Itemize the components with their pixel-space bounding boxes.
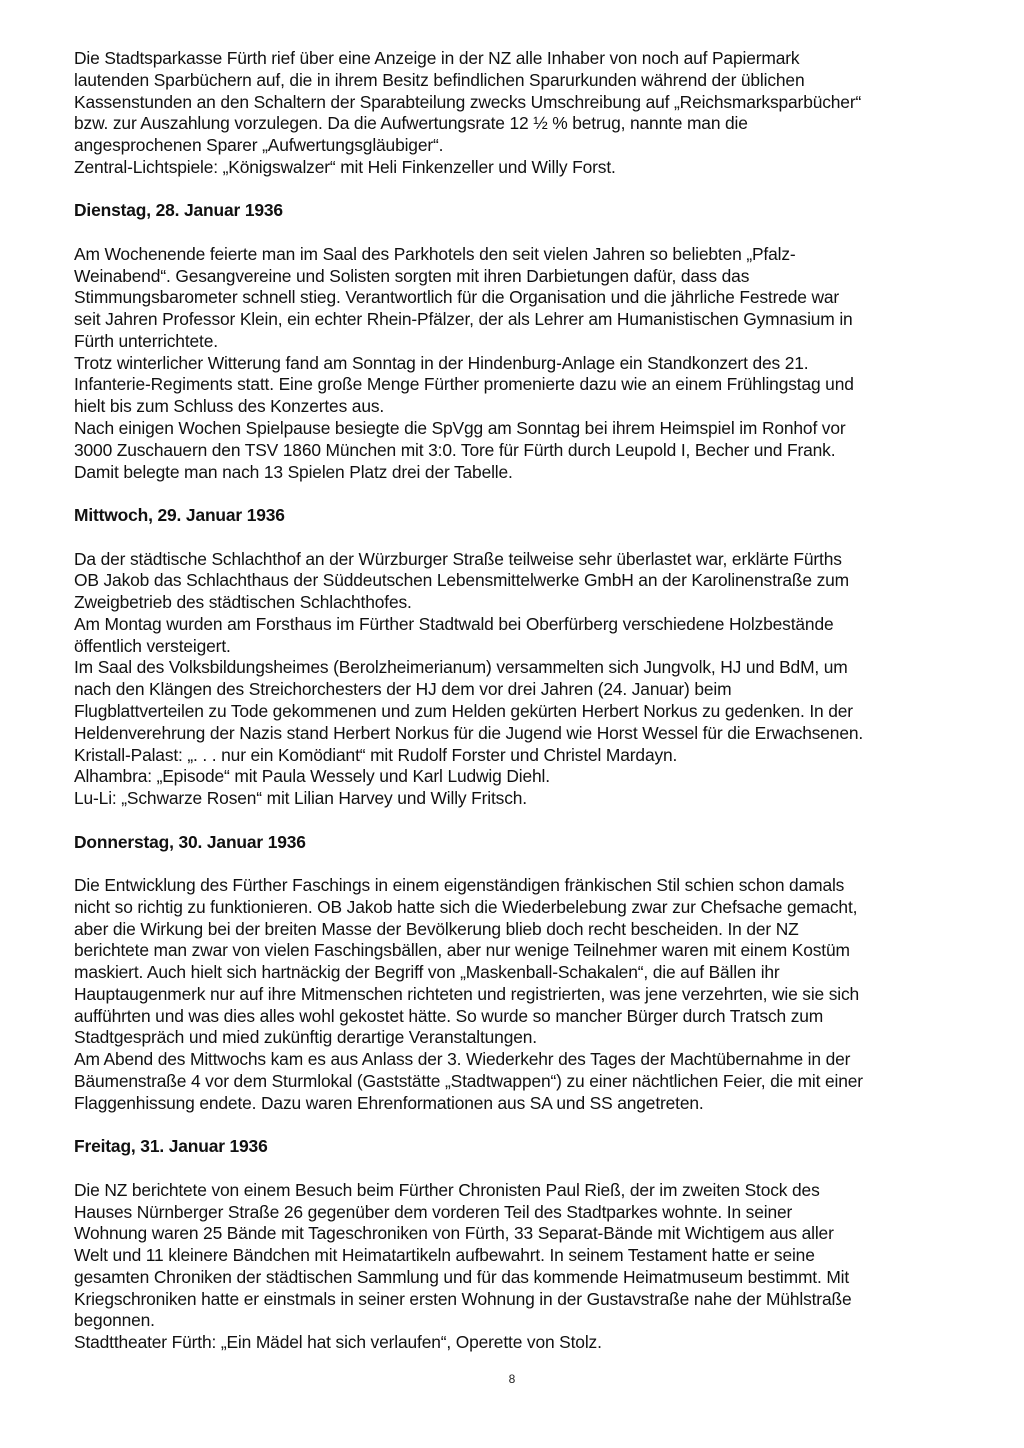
text-line: maskiert. Auch hielt sich hartnäckig der Begriff von „Maskenball-Schakalen“, die auf Bällen ihr [74, 962, 780, 983]
text-line: Stadttheater Fürth: „Ein Mädel hat sich verlaufen“, Operette von Stolz. [74, 1332, 602, 1353]
text-line: Wohnung waren 25 Bände mit Tageschroniken von Fürth, 33 Separat-Bände mit Wichtigem aus aller [74, 1223, 834, 1244]
text-line: Stimmungsbarometer schnell stieg. Verantwortlich für die Organisation und die jährliche Festrede war [74, 287, 840, 308]
text-line: Hauptaugenmerk nur auf ihre Mitmenschen richteten und registrierten, was jene verzehrten, wie sie sich [74, 983, 860, 1004]
spacer [74, 179, 974, 201]
text-line: Zentral-Lichtspiele: „Königswalzer“ mit Heli Finkenzeller und Willy Forst. [74, 156, 616, 177]
text-line: Die Entwicklung des Fürther Faschings in einem eigenständigen fränkischen Stil schien schon damals [74, 875, 845, 896]
text-line: Weinabend“. Gesangvereine und Solisten sorgten mit ihren Darbietungen dafür, dass das [74, 265, 750, 286]
text-line: Mittwoch, 29. Januar 1936 [74, 505, 285, 526]
paragraph [74, 48, 974, 179]
text-line: Freitag, 31. Januar 1936 [74, 1136, 268, 1157]
text-line: Bäumenstraße 4 vor dem Sturmlokal (Gaststätte „Stadtwappen“) zu einer nächtlichen Feier, die mit einer [74, 1070, 863, 1091]
text-line: Hauses Nürnberger Straße 26 gegenüber dem vorderen Teil des Stadtparkes wohnte. In seiner [74, 1201, 793, 1222]
text-line: aber die Wirkung bei der breiten Masse der Bevölkerung blieb doch recht bescheiden. In der NZ [74, 918, 799, 939]
date-heading [74, 832, 974, 854]
date-heading [74, 505, 974, 527]
paragraph [74, 549, 974, 810]
text-line: Flugblattverteilen zu Tode gekommenen und zum Helden gekürten Herbert Norkus zu gedenken. In der [74, 700, 853, 721]
spacer [74, 222, 974, 244]
spacer [74, 1158, 974, 1180]
text-line: aufführten und was dies alles wohl gekostet hätte. So wurde so mancher Bürger durch Tratsch zum [74, 1005, 824, 1026]
text-line: Alhambra: „Episode“ mit Paula Wessely und Karl Ludwig Diehl. [74, 766, 550, 787]
text-line: Dienstag, 28. Januar 1936 [74, 200, 283, 221]
text-line: Da der städtische Schlachthof an der Würzburger Straße teilweise sehr überlastet war, erklärte Fürths [74, 548, 842, 569]
text-line: OB Jakob das Schlachthaus der Süddeutschen Lebensmittelwerke GmbH an der Karolinenstraße zum [74, 570, 849, 591]
date-heading [74, 1136, 974, 1158]
date-heading [74, 200, 974, 222]
paragraph [74, 1180, 974, 1354]
text-line: 3000 Zuschauern den TSV 1860 München mit 3:0. Tore für Fürth durch Leupold I, Becher und Frank. [74, 439, 836, 460]
text-line: Damit belegte man nach 13 Spielen Platz drei der Tabelle. [74, 461, 513, 482]
text-line: Die NZ berichtete von einem Besuch beim Fürther Chronisten Paul Rieß, der im zweiten Stock des [74, 1179, 820, 1200]
text-line: nach den Klängen des Streichorchesters der HJ dem vor drei Jahren (24. Januar) beim [74, 679, 732, 700]
text-line: Kassenstunden an den Schaltern der Sparabteilung zwecks Umschreibung auf „Reichsmarksparbücher“ [74, 91, 862, 112]
text-line: Zweigbetrieb des städtischen Schlachthofes. [74, 592, 412, 613]
page-number: 8 [508, 1372, 516, 1386]
text-line: Kriegschroniken hatte er einstmals in seiner ersten Wohnung in der Gustavstraße nahe der Mühlstraße [74, 1288, 852, 1309]
text-line: gesamten Chroniken der städtischen Sammlung und für das kommende Heimatmuseum bestimmt. Mit [74, 1266, 850, 1287]
text-line: nicht so richtig zu funktionieren. OB Jakob hatte sich die Wiederbelebung zwar zur Chefsache gemacht, [74, 896, 858, 917]
text-line: Donnerstag, 30. Januar 1936 [74, 831, 306, 852]
text-line: Heldenverehrung der Nazis stand Herbert Norkus für die Jugend wie Horst Wessel für die Erwachsenen. [74, 722, 864, 743]
text-line: Infanterie-Regiments statt. Eine große Menge Fürther promenierte dazu wie an einem Frühlingstag und [74, 374, 854, 395]
text-line: seit Jahren Professor Klein, ein echter Rhein-Pfälzer, der als Lehrer am Humanistischen Gymnasium in [74, 309, 853, 330]
text-line: angesprochenen Sparer „Aufwertungsgläubiger“. [74, 135, 444, 156]
text-line: hielt bis zum Schluss des Konzertes aus. [74, 396, 385, 417]
text-line: Am Abend des Mittwochs kam es aus Anlass der 3. Wiederkehr des Tages der Machtübernahme in der [74, 1049, 851, 1070]
text-line: Nach einigen Wochen Spielpause besiegte die SpVgg am Sonntag bei ihrem Heimspiel im Ronhof vor [74, 418, 846, 439]
paragraph [74, 875, 974, 1114]
text-line: Lu-Li: „Schwarze Rosen“ mit Lilian Harvey und Willy Fritsch. [74, 788, 527, 809]
spacer [74, 810, 974, 832]
text-line: öffentlich versteigert. [74, 635, 231, 656]
text-line: Am Montag wurden am Forsthaus im Fürther Stadtwald bei Oberfürberg verschiedene Holzbestände [74, 613, 834, 634]
text-line: Kristall-Palast: „. . . nur ein Komödiant“ mit Rudolf Forster und Christel Mardayn. [74, 744, 678, 765]
spacer [74, 483, 974, 505]
text-line: lautenden Sparbüchern auf, die in ihrem Besitz befindlichen Sparurkunden während der üblichen [74, 69, 805, 90]
text-line: Im Saal des Volksbildungsheimes (Berolzheimerianum) versammelten sich Jungvolk, HJ und BdM, um [74, 657, 848, 678]
text-line: bzw. zur Auszahlung vorzulegen. Da die Aufwertungsrate 12 ½ % betrug, nannte man die [74, 113, 748, 134]
text-line: Die Stadtsparkasse Fürth rief über eine Anzeige in der NZ alle Inhaber von noch auf Papiermark [74, 48, 800, 68]
spacer [74, 527, 974, 549]
text-line: Welt und 11 kleinere Bändchen mit Heimatartikeln aufbewahrt. In seinem Testament hatte er seine [74, 1245, 815, 1266]
text-line: Fürth unterrichtete. [74, 330, 218, 351]
text-line: begonnen. [74, 1310, 155, 1331]
text-line: Stadtgespräch und mied zukünftig derartige Veranstaltungen. [74, 1027, 537, 1048]
paragraph [74, 244, 974, 483]
spacer [74, 1115, 974, 1137]
document-page [74, 48, 974, 1354]
text-line: berichtete man zwar von vielen Faschingsbällen, aber nur wenige Teilnehmer waren mit einem Kostüm [74, 940, 850, 961]
text-line: Am Wochenende feierte man im Saal des Parkhotels den seit vielen Jahren so beliebten „Pfalz- [74, 243, 796, 264]
spacer [74, 853, 974, 875]
text-line: Trotz winterlicher Witterung fand am Sonntag in der Hindenburg-Anlage ein Standkonzert des 21. [74, 352, 809, 373]
text-line: Flaggenhissung endete. Dazu waren Ehrenformationen aus SA und SS angetreten. [74, 1092, 704, 1113]
